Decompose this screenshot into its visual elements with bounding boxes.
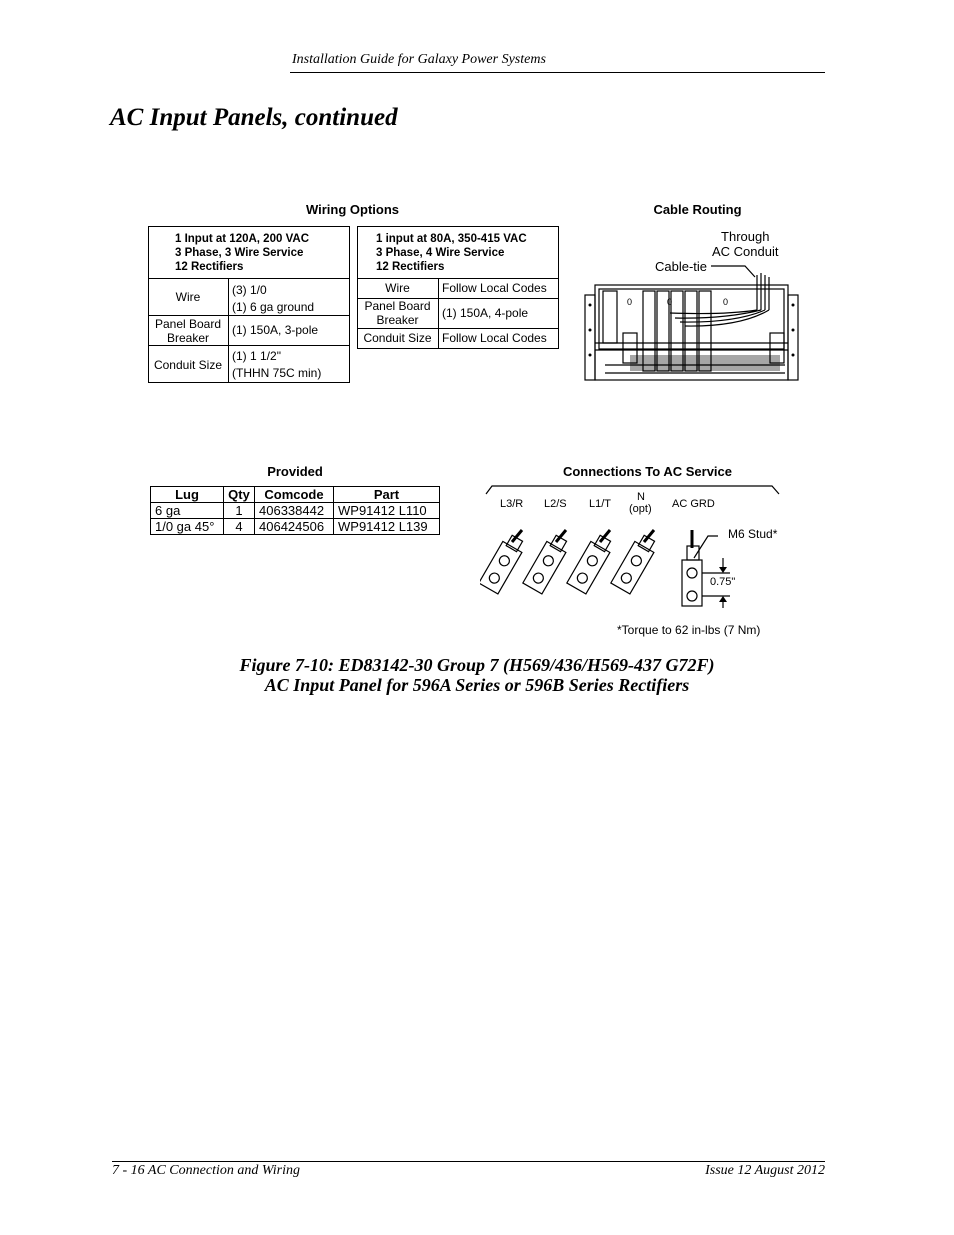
table1-row-wire-label: Wire	[175, 290, 201, 304]
provided-title: Provided	[267, 464, 323, 479]
figure-caption-line-2: AC Input Panel for 596A Series or 596B Series Rectifiers	[264, 675, 690, 695]
table1-row-breaker-label: Panel Board Breaker	[154, 317, 222, 345]
cable-routing-title: Cable Routing	[653, 202, 742, 217]
svg-text:0: 0	[627, 297, 633, 307]
svg-text:0: 0	[667, 297, 673, 307]
m6-stud-label: M6 Stud*	[728, 527, 778, 541]
table1-row-conduit-value: (1) 1 1/2" (THHN 75C min)	[232, 349, 322, 380]
header-rule	[290, 72, 825, 73]
table1-row-wire-value: (3) 1/0 (1) 6 ga ground	[232, 283, 315, 314]
spacing-label: 0.75"	[710, 576, 736, 588]
wiring-table-1	[148, 226, 350, 383]
figure-caption-line-1: Figure 7-10: ED83142-30 Group 7 (H569/436/H569-437 G72F)	[239, 655, 715, 675]
svg-text:0: 0	[723, 297, 729, 307]
wiring-table-2	[357, 226, 559, 349]
cable-tie-label: Cable-tie	[655, 259, 708, 274]
table-row: 6 ga 1 406338442 WP91412 L110	[151, 503, 440, 519]
terminal-l3r-label: L3/R	[500, 498, 524, 510]
terminal-ac-grd-label: AC GRD	[672, 498, 715, 510]
terminal-n-opt-label: (opt)	[629, 503, 652, 515]
provided-col-qty: Qty	[224, 487, 255, 503]
table1-row-breaker-value: (1) 150A, 3-pole	[232, 323, 319, 337]
torque-note: *Torque to 62 in-lbs (7 Nm)	[617, 623, 761, 637]
wiring-options-title: Wiring Options	[305, 202, 400, 217]
connections-lug-drawing	[480, 480, 785, 610]
provided-table	[150, 486, 440, 535]
table1-heading: 1 Input at 120A, 200 VAC 3 Phase, 3 Wire Service 12 Rectifiers	[175, 233, 309, 273]
table2-heading: 1 input at 80A, 350-415 VAC 3 Phase, 4 Wire Service 12 Rectifiers	[376, 233, 527, 273]
provided-col-part: Part	[334, 487, 440, 503]
footer-rule	[112, 1161, 825, 1162]
terminal-n-label: N	[637, 491, 645, 503]
through-conduit-label: Through AC Conduit	[712, 229, 779, 259]
table2-row-breaker-value: (1) 150A, 4-pole	[442, 306, 529, 320]
table2-row-breaker-label: Panel Board Breaker	[364, 299, 431, 327]
table2-row-wire-value: Follow Local Codes	[442, 281, 547, 295]
connections-title: Connections To AC Service	[562, 464, 733, 479]
provided-col-comcode: Comcode	[255, 487, 334, 503]
provided-col-lug: Lug	[151, 487, 224, 503]
table2-row-conduit-value: Follow Local Codes	[442, 331, 547, 345]
table2-row-conduit-label: Conduit Size	[363, 331, 432, 345]
footer-right: Issue 12 August 2012	[705, 1163, 825, 1178]
table2-row-wire-label: Wire	[385, 281, 410, 295]
table1-row-conduit-label: Conduit Size	[153, 358, 223, 372]
table-row: 1/0 ga 45° 4 406424506 WP91412 L139	[151, 519, 440, 535]
cable-routing-panel-drawing	[575, 255, 810, 385]
page-title: AC Input Panels, continued	[110, 104, 398, 131]
footer-left: 7 - 16 AC Connection and Wiring	[112, 1163, 300, 1178]
terminal-l2s-label: L2/S	[544, 498, 567, 510]
running-header: Installation Guide for Galaxy Power Systems	[292, 52, 546, 67]
terminal-l1t-label: L1/T	[589, 498, 612, 510]
